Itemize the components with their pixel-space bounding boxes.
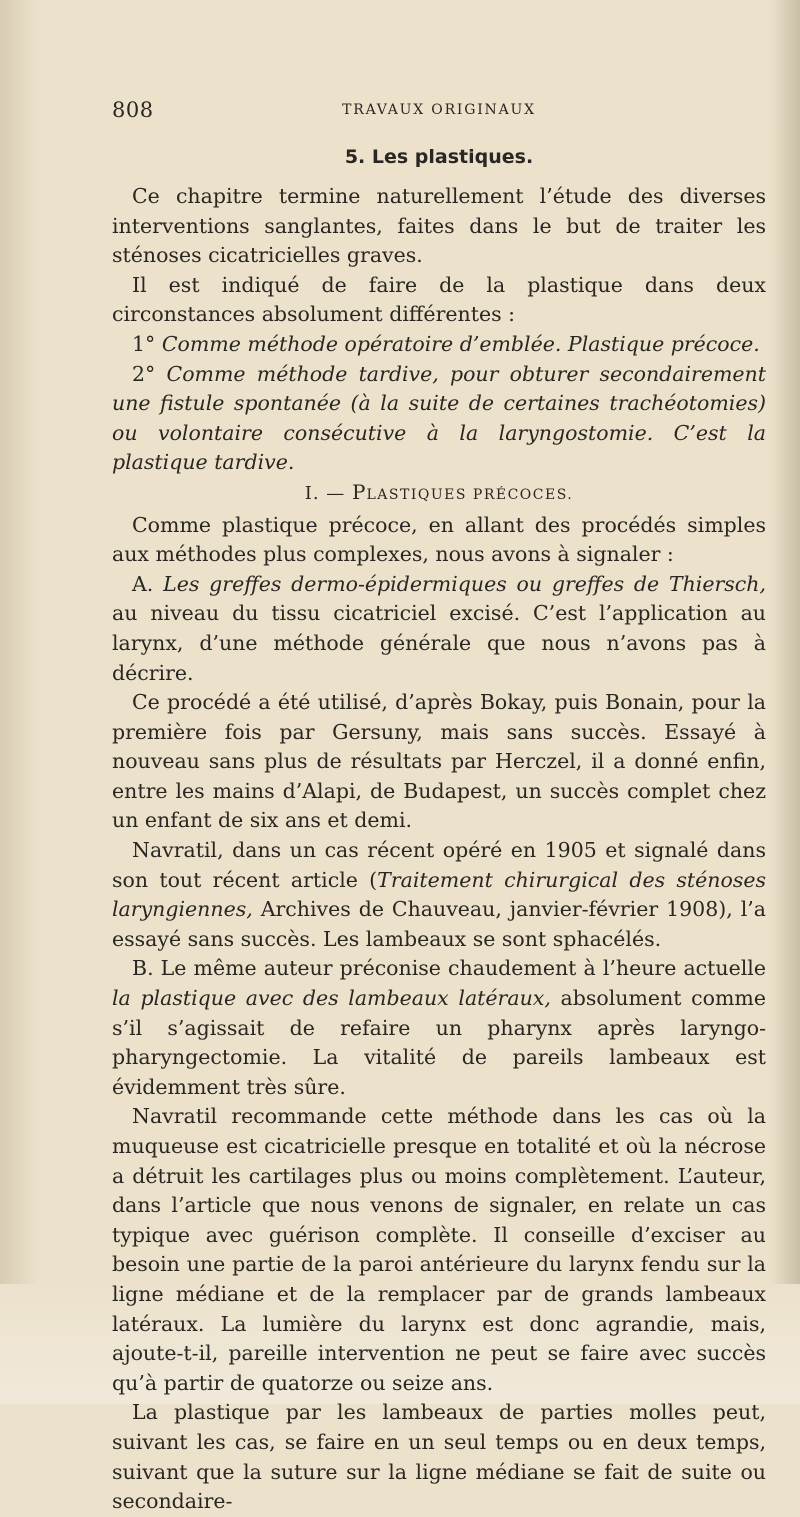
- text-run: Archives de Chauveau, janvier-février 1908), l’a essayé sans succès. Les lambeaux se sont sphacélés.: [112, 897, 766, 951]
- item-text: Comme méthode opératoire d’emblée. Plastique précoce.: [161, 331, 760, 356]
- text-run: Navratil, dans un cas récent opéré en 1905 et signalé dans son tout récent article (: [112, 838, 766, 892]
- paragraph-item-1: [112, 330, 766, 360]
- paragraph-history: Ce procédé a été utilisé, d’après Bokay, puis Bonain, pour la première fois par Gersuny, mais sans succès. Essayé à nouveau sans plus de résultats par Herczel, il a donné enfin, entre les mains d’Alapi, de Budapest, un succès complet chez un enfant de six ans et demi.: [112, 690, 766, 833]
- subheading-plastiques-precoces: [112, 478, 766, 511]
- body-text: [112, 182, 766, 1517]
- item-parenthetical: (à la suite de certaines trachéotomies): [350, 391, 766, 416]
- paragraph-method-a: [112, 570, 766, 688]
- method-title: Les greffes dermo-épidermiques ou greffes de Thiersch,: [163, 571, 766, 596]
- page-number: 808: [112, 98, 154, 122]
- subhead-text: LASTIQUES PRÉCOCES.: [366, 486, 574, 503]
- text-run: absolument comme s’il s’agissait de refaire un pharynx après laryngo-pharyngectomie. La vitalité de pareils lambeaux est évidemment très sûre.: [112, 986, 767, 1099]
- paragraph-item-2: [112, 360, 766, 478]
- subhead-initial: P: [352, 479, 367, 504]
- running-head: TRAVAUX ORIGINAUX: [342, 102, 536, 118]
- method-letter: A.: [132, 571, 154, 596]
- item-text: ou volontaire consécutive à la laryngostomie. C’est la plastique tardive.: [112, 420, 766, 475]
- page-header: [112, 98, 766, 128]
- paragraph-navratil: [112, 836, 766, 954]
- section-title: 5. Les plastiques.: [344, 146, 534, 168]
- paragraph-intro: Ce chapitre termine naturellement l’étude des diverses interventions sanglantes, faites dans le but de traiter les sténoses cicatricielles graves.: [112, 184, 766, 268]
- citation-title: Traitement chirurgical des sténoses laryngiennes,: [112, 867, 767, 922]
- paragraph-methods: Comme plastique précoce, en allant des procédés simples aux méthodes plus complexes, nous avons à signaler :: [112, 512, 766, 567]
- text-run: B. Le même auteur préconise chaudement à l’heure actuelle: [132, 956, 766, 981]
- item-number: 2°: [132, 361, 156, 386]
- paragraph-recommendation: Navratil recommande cette méthode dans les cas où la muqueuse est cicatricielle presque en totalité et où la nécrose a détruit les cartilages plus ou moins complètement. L’auteur, dans l’article que nous venons de signaler, en relate un cas typique avec guérison complète. Il conseille d’exciser au besoin une partie de la paroi antérieure du larynx fendu sur la ligne médiane et de la remplacer par de grands lambeaux latéraux. La lumière du larynx est donc agrandie, mais, ajoute-t-il, pareille intervention ne peut se faire avec succès qu’à partir de quatorze ou seize ans.: [112, 1104, 766, 1395]
- method-title: la plastique avec des lambeaux latéraux,: [112, 986, 551, 1011]
- method-text: au niveau du tissu cicatriciel excisé. C’est l’application au larynx, d’une méthode générale que nous n’avons pas à décrire.: [112, 601, 766, 685]
- page-shadow-right: [770, 0, 800, 1404]
- paragraph-method-b: [112, 954, 766, 1102]
- item-number: 1°: [132, 331, 156, 356]
- item-text: Comme méthode tardive, pour obturer secondairement une fistule spontanée: [112, 361, 766, 416]
- subhead-number: I. —: [304, 482, 346, 504]
- paragraph-soft-tissue: La plastique par les lambeaux de parties molles peut, suivant les cas, se faire en un seul temps ou en deux temps, suivant que la suture sur la ligne médiane se fait de suite ou secondaire-: [112, 1400, 766, 1514]
- page-shadow-left: [0, 0, 40, 1404]
- paragraph-circumstances: Il est indiqué de faire de la plastique dans deux circonstances absolument différentes :: [112, 272, 766, 327]
